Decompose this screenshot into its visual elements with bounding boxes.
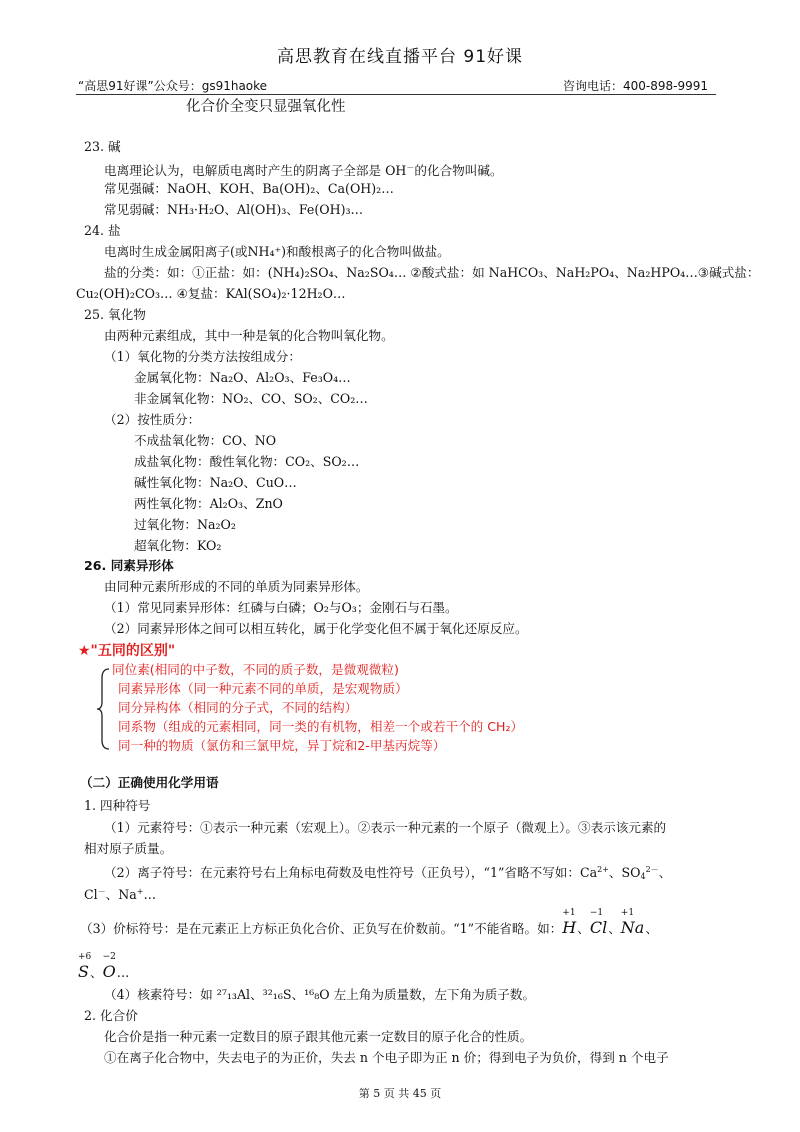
isotope-line: 同位素(相同的中子数，不同的质子数，是微观微粒) (112, 662, 399, 677)
salt-forming-oxides: 成盐氧化物：酸性氧化物：CO₂、SO₂… (134, 454, 360, 469)
element-symbol: （1）元素符号：①表示一种元素（宏观上）。②表示一种元素的一个原子（微观上）。③表示该元素的 (104, 820, 667, 835)
amphoteric-oxides: 两性氧化物：Al₂O₃、ZnO (134, 496, 283, 511)
allotrope-line: 同素异形体（同一种元素不同的单质，是宏观物质） (118, 681, 408, 696)
element-symbol-cont: 相对原子质量。 (84, 841, 173, 856)
header-phone: 咨询电话：400-898-9991 (562, 79, 708, 93)
nonmetal-oxides: 非金属氧化物：NO₂、CO、SO₂、CO₂… (134, 391, 368, 406)
header-wechat: “高思91好课”公众号：gs91haoke (78, 79, 268, 93)
salt-definition: 电离时生成金属阳离子(或NH₄⁺)和酸根离子的化合物叫做盐。 (104, 244, 450, 259)
valence-heading: 2. 化合价 (84, 1008, 138, 1023)
salt-classification-cont: Cu₂(OH)₂CO₃… ④复盐：KAl(SO₄)₂·12H₂O… (76, 286, 346, 301)
peroxides: 过氧化物：Na₂O₂ (134, 517, 236, 532)
isomer-line: 同分异构体（相同的分子式，不同的结构） (118, 700, 358, 715)
weak-bases: 常见弱碱：NH₃·H₂O、Al(OH)₃、Fe(OH)₃… (104, 202, 364, 217)
homolog-line: 同系物（组成的元素相同，同一类的有机物，相差一个或若干个的 CH₂） (118, 719, 524, 734)
valence-definition: 化合价是指一种元素一定数目的原子跟其他元素一定数目的原子化合的性质。 (104, 1029, 533, 1044)
valence-rule-1: ①在离子化合物中，失去电子的为正价，失去 n 个电子即为正 n 价；得到电子为负价，得到 n 个电子 (104, 1050, 669, 1065)
left-brace-icon (96, 668, 110, 750)
non-salt-oxides: 不成盐氧化物：CO、NO (134, 433, 277, 448)
nuclide-symbol: （4）核素符号：如 ²⁷₁₃Al、³²₁₆S、¹⁶₈O 左上角为质量数，左下角为质子数。 (104, 987, 536, 1002)
section-23-heading: 23. 碱 (84, 139, 121, 154)
base-definition: 电离理论认为，电解质电离时产生的阴离子全部是 OH－的化合物叫碱。 (104, 163, 503, 178)
section-26-heading: 26. 同素异形体 (84, 558, 174, 573)
valence-h: +1 H (562, 908, 577, 937)
header-title: 高思教育在线直播平台 91好课 (276, 47, 524, 67)
salt-classification: 盐的分类：如：①正盐：如：(NH₄)₂SO₄、Na₂SO₄… ②酸式盐：如 NaHCO₃、NaH₂PO₄、Na₂HPO₄…③碱式盐： (104, 265, 760, 280)
allotrope-definition: 由同种元素所形成的不同的单质为同素异形体。 (104, 579, 369, 594)
basic-oxides: 碱性氧化物：Na₂O、CuO… (134, 475, 297, 490)
valence-cl: −1 Cl (589, 908, 608, 937)
five-same-heading: ★"五同的区别" (78, 643, 176, 659)
valence-symbol-cont: +6 S、 −2 O… (78, 952, 130, 981)
strong-bases: 常见强碱：NaOH、KOH、Ba(OH)₂、Ca(OH)₂… (104, 181, 394, 196)
ion-symbol-cont: Cl－、Na+… (84, 887, 157, 902)
page-number: 第 5 页 共 45 页 (358, 1087, 442, 1100)
metal-oxides: 金属氧化物：Na₂O、Al₂O₃、Fe₃O₄… (134, 370, 351, 385)
allotrope-examples: （1）常见同素异形体：红磷与白磷；O₂与O₃；金刚石与石墨。 (104, 600, 458, 615)
oxide-by-composition: （1）氧化物的分类方法按组成分： (104, 349, 301, 364)
intro-line: 化合价全变只显强氧化性 (186, 99, 346, 115)
section-25-heading: 25. 氧化物 (84, 307, 146, 322)
valence-s: +6 S (78, 952, 92, 981)
oxide-definition: 由两种元素组成，其中一种是氧的化合物叫氧化物。 (104, 328, 394, 343)
oxide-by-property: （2）按性质分： (104, 412, 201, 427)
valence-o: −2 O (102, 952, 116, 981)
valence-symbol: （3）价标符号：是在元素正上方标正负化合价、正负写在价数前。“1”不能省略。如： +1 H、 −1 Cl、 +1 Na、 (80, 908, 658, 937)
ion-symbol: （2）离子符号：在元素符号右上角标电荷数及电性符号（正负号），“1”省略不写如：$Ca^{2+}$、$SO_4^{2-}$、 (104, 865, 672, 881)
same-substance-line: 同一种的物质（氯仿和三氯甲烷，异丁烷和2-甲基丙烷等） (118, 738, 446, 753)
section-24-heading: 24. 盐 (84, 223, 121, 238)
valence-na: +1 Na (620, 908, 645, 937)
four-symbols-heading: 1. 四种符号 (84, 798, 151, 813)
header-divider (76, 94, 716, 95)
superoxides: 超氧化物：KO₂ (134, 538, 222, 553)
allotrope-conversion: （2）同素异形体之间可以相互转化，属于化学变化但不属于氧化还原反应。 (104, 621, 528, 636)
section-2-heading: （二）正确使用化学用语 (80, 775, 219, 790)
